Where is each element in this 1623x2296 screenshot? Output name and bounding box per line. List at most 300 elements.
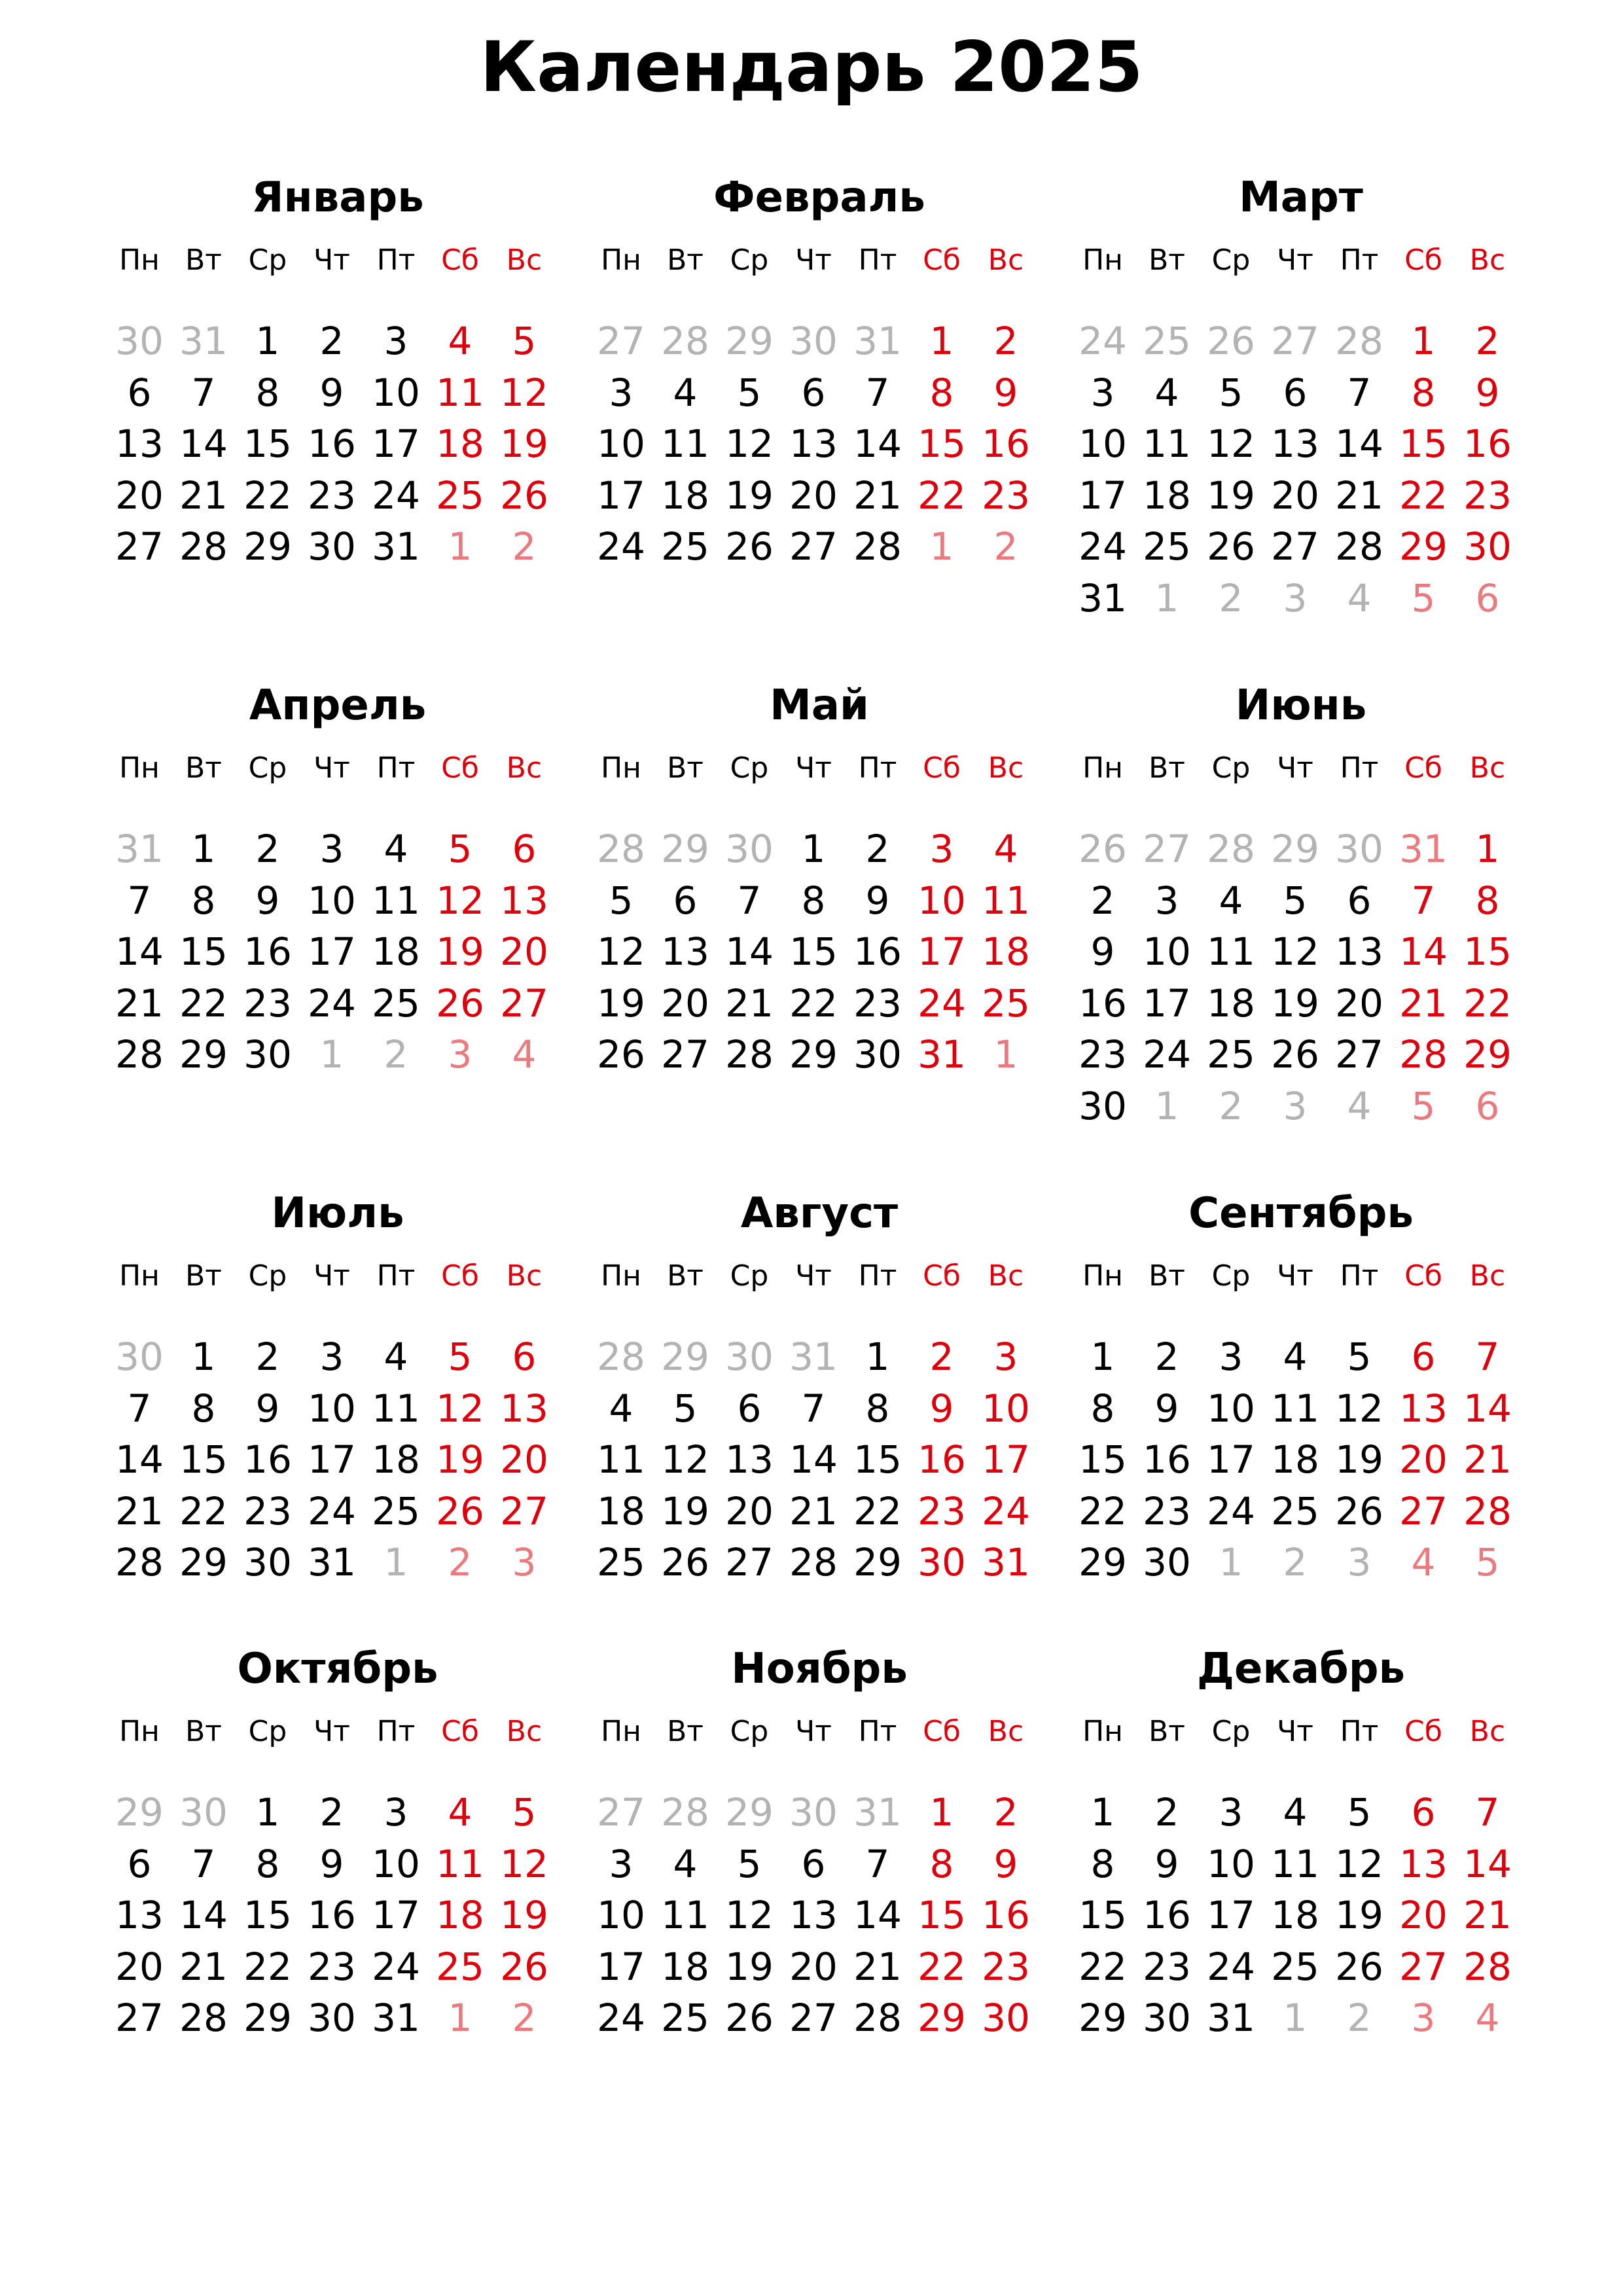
weekday-label: Сб: [1404, 751, 1442, 785]
weekday-label: Чт: [313, 243, 350, 277]
day-cell: 23: [308, 473, 356, 518]
day-cell: 14: [789, 1437, 838, 1482]
day-cell: 25: [661, 1996, 709, 2040]
day-cell: 16: [1143, 1893, 1191, 1937]
weekday-label: Ср: [248, 751, 287, 785]
day-cell: 4: [383, 827, 408, 871]
day-cell: 2: [512, 524, 537, 569]
day-cell: 12: [500, 370, 548, 415]
day-cell: 5: [1283, 878, 1308, 923]
weekday-label: Пт: [858, 243, 897, 277]
weekday-label: Пн: [1082, 1715, 1123, 1748]
day-cell: 2: [993, 319, 1018, 363]
day-cell: 13: [1399, 1841, 1448, 1886]
day-cell: 25: [372, 1488, 420, 1534]
day-cell: 21: [853, 473, 902, 518]
day-cell: 12: [725, 1893, 774, 1937]
month-name: Июль: [271, 1189, 404, 1238]
day-cell: 17: [1143, 980, 1191, 1026]
day-cell: 9: [1475, 370, 1500, 415]
day-cell: 3: [609, 1841, 633, 1886]
day-cell: 21: [1463, 1893, 1512, 1937]
day-cell: 10: [982, 1386, 1030, 1431]
day-cell: 24: [372, 1944, 420, 1989]
weekday-label: Чт: [1277, 1715, 1313, 1748]
day-cell: 1: [1154, 1083, 1179, 1128]
day-cell: 22: [789, 980, 838, 1026]
day-cell: 5: [737, 370, 762, 415]
day-cell: 20: [500, 1437, 548, 1482]
day-cell: 4: [1219, 878, 1243, 923]
day-cell: 12: [1335, 1841, 1383, 1886]
month-name: Май: [770, 681, 869, 730]
weekday-label: Пт: [376, 243, 416, 277]
day-cell: 28: [789, 1540, 838, 1585]
day-cell: 28: [1207, 827, 1255, 871]
day-cell: 2: [1283, 1540, 1308, 1585]
day-cell: 23: [243, 1488, 292, 1534]
day-cell: 24: [372, 473, 420, 518]
day-cell: 31: [1207, 1996, 1255, 2040]
weekday-label: Сб: [441, 751, 479, 785]
day-cell: 23: [308, 1944, 356, 1989]
day-cell: 28: [725, 1032, 774, 1077]
day-cell: 14: [853, 1893, 902, 1937]
weekday-label: Вт: [1149, 243, 1185, 277]
day-cell: 8: [1090, 1841, 1115, 1886]
day-cell: 18: [1271, 1893, 1319, 1937]
day-cell: 14: [115, 929, 164, 974]
day-cell: 24: [1079, 319, 1127, 363]
day-cell: 7: [1475, 1790, 1500, 1835]
day-cell: 7: [737, 878, 762, 923]
day-cell: 17: [1079, 473, 1127, 518]
day-cell: 2: [383, 1032, 408, 1077]
weekday-label: Чт: [795, 243, 832, 277]
day-cell: 2: [1154, 1790, 1179, 1835]
day-cell: 1: [1283, 1996, 1308, 2040]
day-cell: 2: [1475, 319, 1500, 363]
day-cell: 9: [1090, 929, 1115, 974]
day-cell: 27: [500, 1488, 548, 1534]
day-cell: 5: [1347, 1790, 1372, 1835]
day-cell: 29: [725, 1790, 774, 1835]
day-cell: 3: [1154, 878, 1179, 923]
day-cell: 30: [1143, 1996, 1191, 2040]
day-cell: 3: [448, 1032, 473, 1077]
day-cell: 30: [115, 319, 164, 363]
day-cell: 26: [1335, 1944, 1383, 1989]
weekday-label: Пт: [858, 751, 897, 785]
day-cell: 15: [1079, 1893, 1127, 1937]
day-cell: 22: [918, 473, 966, 518]
weekday-label: Сб: [923, 243, 961, 277]
weekday-label: Чт: [313, 751, 350, 785]
day-cell: 26: [1207, 524, 1255, 569]
day-cell: 10: [1143, 929, 1191, 974]
day-cell: 16: [308, 422, 356, 466]
day-cell: 10: [308, 1386, 356, 1431]
day-cell: 1: [1219, 1540, 1243, 1585]
day-cell: 30: [179, 1790, 228, 1835]
day-cell: 10: [918, 878, 966, 923]
weekday-label: Пн: [601, 1715, 641, 1748]
day-cell: 5: [1411, 1083, 1436, 1128]
day-cell: 1: [1090, 1335, 1115, 1379]
day-cell: 21: [1463, 1437, 1512, 1482]
day-cell: 8: [1411, 370, 1436, 415]
day-cell: 30: [789, 319, 838, 363]
day-cell: 23: [982, 473, 1030, 518]
weekday-label: Вс: [506, 243, 543, 277]
weekday-label: Чт: [795, 751, 832, 785]
weekday-label: Пн: [1082, 243, 1123, 277]
day-cell: 22: [918, 1944, 966, 1989]
weekday-label: Пт: [858, 1715, 897, 1748]
day-cell: 2: [1347, 1996, 1372, 2040]
day-cell: 2: [1219, 1083, 1243, 1128]
day-cell: 22: [1079, 1488, 1127, 1534]
day-cell: 12: [1271, 929, 1319, 974]
day-cell: 8: [1090, 1386, 1115, 1431]
weekday-label: Ср: [730, 1715, 769, 1748]
weekday-label: Ср: [248, 243, 287, 277]
weekday-label: Ср: [730, 1259, 769, 1293]
day-cell: 18: [982, 929, 1030, 974]
day-cell: 30: [1335, 827, 1383, 871]
day-cell: 31: [1399, 827, 1448, 871]
day-cell: 23: [853, 980, 902, 1026]
day-cell: 6: [673, 878, 698, 923]
day-cell: 28: [1335, 319, 1383, 363]
weekday-label: Сб: [1404, 1259, 1442, 1293]
month-name: Август: [740, 1189, 899, 1238]
day-cell: 19: [436, 929, 484, 974]
day-cell: 28: [179, 524, 228, 569]
day-cell: 7: [801, 1386, 826, 1431]
day-cell: 31: [179, 319, 228, 363]
day-cell: 19: [1335, 1893, 1383, 1937]
day-cell: 5: [609, 878, 633, 923]
page-title: Календарь 2025: [480, 27, 1143, 107]
day-cell: 21: [853, 1944, 902, 1989]
day-cell: 10: [1207, 1386, 1255, 1431]
day-cell: 16: [243, 929, 292, 974]
day-cell: 4: [1283, 1335, 1308, 1379]
day-cell: 2: [865, 827, 890, 871]
day-cell: 13: [500, 1386, 548, 1431]
day-cell: 1: [448, 1996, 473, 2040]
weekday-label: Чт: [1277, 751, 1313, 785]
weekday-label: Вс: [1469, 243, 1506, 277]
day-cell: 29: [179, 1540, 228, 1585]
day-cell: 8: [191, 878, 216, 923]
day-cell: 29: [115, 1790, 164, 1835]
day-cell: 27: [1399, 1488, 1448, 1534]
day-cell: 27: [597, 1790, 645, 1835]
weekday-label: Вс: [988, 1715, 1024, 1748]
day-cell: 3: [319, 827, 344, 871]
day-cell: 8: [1475, 878, 1500, 923]
day-cell: 29: [1271, 827, 1319, 871]
month-name: Октябрь: [237, 1645, 438, 1693]
day-cell: 25: [372, 980, 420, 1026]
day-cell: 1: [929, 319, 954, 363]
day-cell: 20: [1335, 980, 1383, 1026]
weekday-label: Пн: [119, 751, 160, 785]
day-cell: 13: [1271, 422, 1319, 466]
day-cell: 26: [1079, 827, 1127, 871]
day-cell: 28: [661, 319, 709, 363]
day-cell: 4: [1347, 1083, 1372, 1128]
day-cell: 28: [115, 1032, 164, 1077]
day-cell: 7: [865, 1841, 890, 1886]
day-cell: 20: [1399, 1893, 1448, 1937]
day-cell: 17: [1207, 1893, 1255, 1937]
day-cell: 22: [1399, 473, 1448, 518]
weekday-label: Пн: [119, 243, 160, 277]
day-cell: 19: [1207, 473, 1255, 518]
day-cell: 14: [179, 1893, 228, 1937]
day-cell: 17: [308, 1437, 356, 1482]
day-cell: 4: [448, 319, 473, 363]
weekday-label: Пт: [1340, 751, 1379, 785]
day-cell: 31: [918, 1032, 966, 1077]
day-cell: 3: [1411, 1996, 1436, 2040]
day-cell: 1: [448, 524, 473, 569]
day-cell: 19: [597, 980, 645, 1026]
day-cell: 15: [789, 929, 838, 974]
day-cell: 29: [179, 1032, 228, 1077]
day-cell: 16: [982, 1893, 1030, 1937]
weekday-label: Вт: [185, 751, 222, 785]
day-cell: 28: [1335, 524, 1383, 569]
day-cell: 24: [1079, 524, 1127, 569]
day-cell: 18: [372, 929, 420, 974]
day-cell: 28: [1399, 1032, 1448, 1077]
day-cell: 31: [372, 1996, 420, 2040]
day-cell: 27: [1143, 827, 1191, 871]
day-cell: 31: [115, 827, 164, 871]
day-cell: 15: [243, 1893, 292, 1937]
day-cell: 5: [673, 1386, 698, 1431]
weekday-label: Чт: [795, 1715, 832, 1748]
weekday-label: Пн: [119, 1715, 160, 1748]
day-cell: 24: [982, 1488, 1030, 1534]
day-cell: 8: [191, 1386, 216, 1431]
day-cell: 25: [661, 524, 709, 569]
day-cell: 17: [982, 1437, 1030, 1482]
day-cell: 18: [1271, 1437, 1319, 1482]
day-cell: 9: [255, 878, 280, 923]
day-cell: 15: [853, 1437, 902, 1482]
weekday-label: Пт: [1340, 1259, 1379, 1293]
day-cell: 5: [1347, 1335, 1372, 1379]
day-cell: 26: [725, 1996, 774, 2040]
day-cell: 13: [725, 1437, 774, 1482]
weekday-label: Пн: [601, 243, 641, 277]
day-cell: 21: [789, 1488, 838, 1534]
day-cell: 30: [115, 1335, 164, 1379]
month-name: Февраль: [713, 173, 925, 222]
day-cell: 20: [661, 980, 709, 1026]
day-cell: 1: [1475, 827, 1500, 871]
day-cell: 28: [853, 1996, 902, 2040]
weekday-label: Сб: [923, 1715, 961, 1748]
day-cell: 14: [1463, 1841, 1512, 1886]
day-cell: 9: [1154, 1841, 1179, 1886]
day-cell: 2: [993, 524, 1018, 569]
day-cell: 1: [1411, 319, 1436, 363]
day-cell: 6: [1475, 1083, 1500, 1128]
day-cell: 3: [1347, 1540, 1372, 1585]
weekday-label: Вс: [1469, 1259, 1506, 1293]
day-cell: 15: [918, 422, 966, 466]
day-cell: 19: [500, 422, 548, 466]
weekday-label: Чт: [1277, 1259, 1313, 1293]
day-cell: 22: [179, 980, 228, 1026]
day-cell: 30: [789, 1790, 838, 1835]
day-cell: 5: [1475, 1540, 1500, 1585]
day-cell: 1: [319, 1032, 344, 1077]
day-cell: 8: [801, 878, 826, 923]
day-cell: 9: [929, 1386, 954, 1431]
day-cell: 25: [1271, 1944, 1319, 1989]
weekday-label: Вс: [506, 1259, 543, 1293]
day-cell: 2: [512, 1996, 537, 2040]
weekday-label: Вт: [667, 1715, 704, 1748]
weekday-label: Вс: [988, 1259, 1024, 1293]
day-cell: 8: [929, 1841, 954, 1886]
day-cell: 4: [1411, 1540, 1436, 1585]
day-cell: 14: [853, 422, 902, 466]
day-cell: 19: [500, 1893, 548, 1937]
day-cell: 3: [1283, 575, 1308, 620]
day-cell: 6: [1283, 370, 1308, 415]
day-cell: 13: [661, 929, 709, 974]
day-cell: 6: [801, 370, 826, 415]
day-cell: 12: [1207, 422, 1255, 466]
day-cell: 21: [115, 1488, 164, 1534]
day-cell: 8: [865, 1386, 890, 1431]
day-cell: 8: [929, 370, 954, 415]
weekday-label: Чт: [313, 1259, 350, 1293]
day-cell: 16: [982, 422, 1030, 466]
weekday-label: Пт: [376, 1259, 416, 1293]
weekday-label: Ср: [1211, 751, 1251, 785]
day-cell: 16: [308, 1893, 356, 1937]
day-cell: 1: [929, 524, 954, 569]
weekday-label: Чт: [313, 1715, 350, 1748]
day-cell: 15: [1463, 929, 1512, 974]
day-cell: 6: [512, 827, 537, 871]
day-cell: 23: [1463, 473, 1512, 518]
day-cell: 19: [1271, 980, 1319, 1026]
day-cell: 5: [1411, 575, 1436, 620]
day-cell: 9: [865, 878, 890, 923]
day-cell: 2: [319, 1790, 344, 1835]
day-cell: 28: [1463, 1488, 1512, 1534]
day-cell: 15: [243, 422, 292, 466]
month-name: Ноябрь: [731, 1645, 908, 1693]
weekday-label: Ср: [248, 1259, 287, 1293]
day-cell: 12: [597, 929, 645, 974]
day-cell: 18: [1143, 473, 1191, 518]
day-cell: 18: [436, 1893, 484, 1937]
day-cell: 30: [725, 827, 774, 871]
day-cell: 12: [436, 1386, 484, 1431]
day-cell: 27: [115, 524, 164, 569]
day-cell: 12: [500, 1841, 548, 1886]
day-cell: 14: [1335, 422, 1383, 466]
day-cell: 29: [725, 319, 774, 363]
day-cell: 8: [255, 370, 280, 415]
day-cell: 21: [1399, 980, 1448, 1026]
day-cell: 3: [512, 1540, 537, 1585]
day-cell: 25: [1271, 1488, 1319, 1534]
day-cell: 13: [115, 1893, 164, 1937]
day-cell: 29: [1399, 524, 1448, 569]
day-cell: 24: [1207, 1488, 1255, 1534]
day-cell: 29: [1079, 1996, 1127, 2040]
weekday-label: Вт: [1149, 1715, 1185, 1748]
day-cell: 14: [179, 422, 228, 466]
day-cell: 10: [597, 1893, 645, 1937]
day-cell: 16: [918, 1437, 966, 1482]
day-cell: 7: [865, 370, 890, 415]
day-cell: 20: [789, 473, 838, 518]
weekday-label: Вс: [988, 243, 1024, 277]
day-cell: 17: [308, 929, 356, 974]
weekday-label: Вт: [1149, 1259, 1185, 1293]
day-cell: 30: [1143, 1540, 1191, 1585]
day-cell: 23: [1143, 1488, 1191, 1534]
day-cell: 27: [661, 1032, 709, 1077]
weekday-label: Сб: [923, 1259, 961, 1293]
weekday-label: Сб: [441, 1259, 479, 1293]
day-cell: 11: [597, 1437, 645, 1482]
day-cell: 9: [319, 1841, 344, 1886]
weekday-label: Ср: [730, 751, 769, 785]
day-cell: 17: [918, 929, 966, 974]
day-cell: 13: [789, 422, 838, 466]
weekday-label: Ср: [1211, 1259, 1251, 1293]
day-cell: 24: [308, 1488, 356, 1534]
day-cell: 6: [801, 1841, 826, 1886]
day-cell: 20: [789, 1944, 838, 1989]
day-cell: 3: [609, 370, 633, 415]
day-cell: 31: [853, 319, 902, 363]
day-cell: 29: [243, 524, 292, 569]
day-cell: 5: [512, 319, 537, 363]
day-cell: 24: [1207, 1944, 1255, 1989]
day-cell: 4: [609, 1386, 633, 1431]
weekday-label: Пт: [376, 751, 416, 785]
day-cell: 30: [982, 1996, 1030, 2040]
day-cell: 11: [661, 422, 709, 466]
day-cell: 21: [1335, 473, 1383, 518]
weekday-label: Ср: [248, 1715, 287, 1748]
day-cell: 22: [853, 1488, 902, 1534]
day-cell: 29: [853, 1540, 902, 1585]
day-cell: 3: [929, 827, 954, 871]
day-cell: 31: [789, 1335, 838, 1379]
day-cell: 6: [1475, 575, 1500, 620]
day-cell: 7: [127, 878, 152, 923]
day-cell: 16: [1143, 1437, 1191, 1482]
day-cell: 11: [436, 370, 484, 415]
day-cell: 13: [789, 1893, 838, 1937]
